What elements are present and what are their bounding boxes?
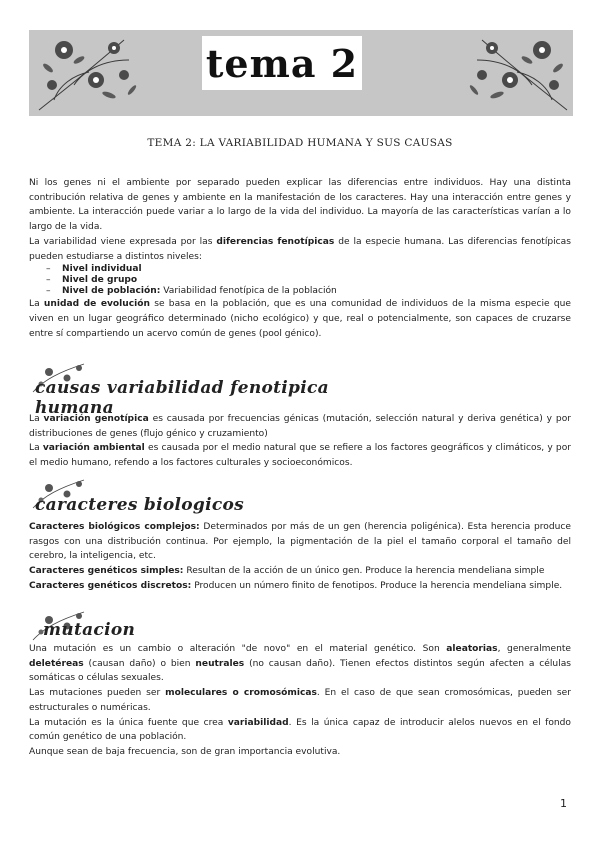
mutation-paragraph-3 (29, 716, 571, 745)
list-item (46, 264, 571, 275)
list-item (46, 286, 571, 297)
section-heading-text: mutacion (43, 620, 136, 640)
section-causas-body (29, 412, 571, 471)
section-heading-caracteres (29, 476, 269, 515)
section-heading-mutacion (29, 608, 229, 644)
bold-term: neutrales (195, 658, 245, 669)
text-span: Resultan de la acción de un único gen. Produce la herencia mendeliana simple (183, 566, 545, 577)
genotypic-paragraph (29, 412, 571, 441)
text-span: . Es la única capaz de introducir alelos nuevos en el fondo común genético de una población. (29, 717, 571, 743)
mutation-paragraph-4: Aunque sean de baja frecuencia, son de gran importancia evolutiva. (29, 746, 341, 757)
bold-term: variación ambiental (42, 443, 145, 454)
floral-corner-right-icon (462, 30, 572, 116)
level-label: Nivel individual (62, 264, 142, 275)
intro-paragraph-3 (29, 297, 571, 341)
intro-section (29, 176, 571, 341)
bold-term: aleatorias (446, 644, 498, 654)
banner-title: tema 2 (202, 36, 362, 90)
bold-term: variación genotípica (43, 414, 149, 424)
environmental-paragraph (29, 441, 571, 470)
intro-paragraph-2 (29, 235, 571, 264)
text-span: La variabilidad viene expresada por las (29, 236, 217, 247)
level-label: Nivel de grupo (62, 275, 138, 286)
document-title: TEMA 2: LA VARIABILIDAD HUMANA Y SUS CAUSAS (147, 137, 453, 149)
bold-term: Caracteres genéticos simples: (29, 566, 184, 577)
mutation-paragraph-1 (29, 642, 571, 686)
intro-paragraph-1: Ni los genes ni el ambiente por separado pueden explicar las diferencias entre individuos. Hay una distinta contribución relativa de genes y ambiente en la manifestación de los caracteres. Hay una interacción entre genes y ambiente. La interacción puede variar a lo largo de la vida del individuo. La mayoría de las características varían a lo largo de la vida. (29, 178, 571, 233)
text-span: La mutación es la única fuente que crea (29, 717, 228, 728)
text-span: (no causan daño). Tienen efectos distintos según afecten a células somáticas o células sexuales. (29, 658, 571, 684)
section-heading-causas (29, 360, 389, 418)
text-span: de la especie humana. Las diferencias fenotípicas pueden estudiarse a distintos niveles: (29, 236, 571, 262)
level-label: Nivel de población: (62, 286, 161, 297)
level-text: Variabilidad fenotípica de la población (160, 286, 337, 297)
mutation-paragraph-2 (29, 686, 571, 715)
text-span: , generalmente (497, 644, 571, 654)
bold-term: moleculares o cromosómicas (165, 688, 317, 699)
list-item (29, 520, 571, 564)
section-heading-text: caracteres biologicos (35, 495, 245, 515)
text-span: Determinados por más de un gen (herencia poligénica). Esta herencia produce rasgos con una distribución continua. Por ejemplo, la pigmentación de la piel el tamaño corporal el tamaño del cerebro, la inteligencia, etc. (29, 522, 571, 562)
levels-list (29, 264, 571, 297)
text-span: . En el caso de que sean cromosómicas, pueden ser estructurales o numéricas. (29, 688, 571, 713)
page-number: 1 (560, 797, 567, 810)
text-span: se basa en la población, que es una comunidad de individuos de la misma especie que viven en un lugar geográfico determinado (nicho ecológico) y que, real o potencialmente, son capaces de cruzarse entre sí compartiendo un acervo común de genes (pool génico). (29, 299, 572, 339)
text-span: es causada por el medio natural que se refiere a los factores geográficos y climáticos, y por el medio humano, refendo a los factores culturales y socioeconómicos. (29, 443, 572, 469)
list-item (46, 275, 571, 286)
list-item (29, 564, 571, 579)
list-item (29, 579, 571, 594)
text-span: La (29, 414, 44, 424)
text-span: (causan daño) o bien (83, 658, 196, 669)
bold-term: variabilidad (227, 717, 289, 728)
section-caracteres-body (29, 520, 571, 594)
bold-term: deletéreas (29, 658, 84, 669)
section-mutacion-body (29, 642, 571, 760)
section-heading-text: causas variabilidad fenotipica humana (35, 378, 329, 418)
floral-corner-left-icon (34, 30, 144, 116)
bold-term: Caracteres genéticos discretos: (29, 580, 192, 591)
bold-term: Caracteres biológicos complejos: (29, 522, 200, 532)
text-span: Una mutación es un cambio o alteración "de novo" en el material genético. Son (29, 644, 447, 654)
text-span: La (29, 299, 44, 310)
text-span: es causada por frecuencias génicas (mutación, selección natural y deriva genética) y por distribuciones de genes (flujo génico y cruzamiento) (29, 414, 571, 439)
bold-term: diferencias fenotípicas (216, 236, 335, 247)
bold-term: unidad de evolución (43, 299, 150, 310)
text-span: Las mutaciones pueden ser (29, 688, 166, 699)
text-span: Producen un número finito de fenotipos. Produce la herencia mendeliana simple. (191, 580, 563, 591)
text-span: La (29, 443, 43, 454)
